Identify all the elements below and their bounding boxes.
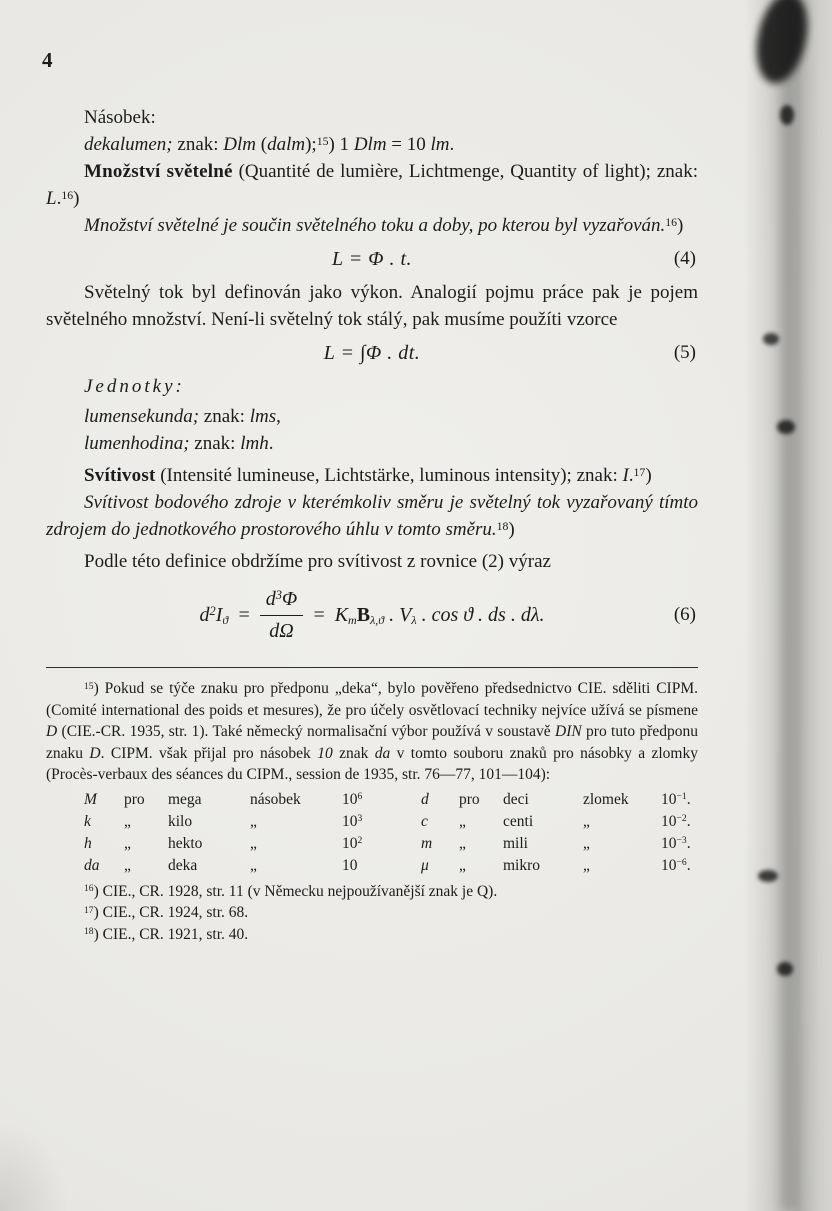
prefix-name: centi xyxy=(503,812,534,830)
text-run: Množství světelné xyxy=(84,161,233,182)
paragraph-lumenhodina xyxy=(46,430,698,457)
text-run: v tomto souboru znaků pro násobky a zlomky (Procès-verbaux des séances du CIPM., session de 1935, str. 76—77, 101—104): xyxy=(46,744,698,783)
prefix-word: „ xyxy=(124,834,131,852)
text-run: lumenhodina; xyxy=(84,433,190,454)
eq6-fraction xyxy=(260,585,303,645)
prefix-word: „ xyxy=(124,856,131,874)
prefix-power: 10 xyxy=(342,856,358,874)
text-run: Násobek: xyxy=(84,107,156,128)
prefix-power: $10^{-2}$. xyxy=(661,812,691,830)
text-run: dalm xyxy=(267,134,306,155)
eq6-fraction-numerator: $d^3\Phi$ xyxy=(260,585,303,616)
text-run: 16 xyxy=(84,883,94,895)
footnote-separator-rule xyxy=(46,667,698,668)
eq6-lhs: $d^2I_ϑ$ xyxy=(199,604,229,628)
text-run: znak xyxy=(332,744,375,762)
prefix-word: „ xyxy=(459,834,466,852)
prefix-word: pro xyxy=(124,790,145,808)
paragraph-podle-definice xyxy=(46,548,698,575)
text-run: Jednotky: xyxy=(84,376,185,397)
equation-6-number: (6) xyxy=(673,604,696,625)
text-run: (Intensité lumineuse, Lichtstärke, luminous intensity); znak: xyxy=(155,465,623,486)
text-run: . xyxy=(628,465,634,486)
text-run: Množství světelné je součin světelného toku a doby, po kterou byl vyzařován. xyxy=(84,215,666,236)
prefix-power: $10^2$ xyxy=(342,834,363,852)
prefix-word: „ xyxy=(250,812,257,830)
footnote-17 xyxy=(46,902,698,924)
eq6-fraction-denominator: dΩ xyxy=(269,620,294,642)
text-run: znak: xyxy=(189,433,241,454)
text-run: lumensekunda; xyxy=(84,406,200,427)
prefix-power: $10^{-3}$. xyxy=(661,834,691,852)
prefix-symbol: μ xyxy=(421,856,429,874)
prefix-name: mikro xyxy=(503,856,541,874)
text-run: Dlm xyxy=(353,134,387,155)
text-run: dekalumen; xyxy=(84,134,173,155)
prefix-symbol: c xyxy=(421,812,428,830)
prefix-word: „ xyxy=(250,856,257,874)
text-run: 18 xyxy=(496,519,509,533)
equation-5-number: (5) xyxy=(673,342,696,363)
text-run: . xyxy=(268,433,274,454)
text-run: I xyxy=(622,465,629,486)
text-run: Dlm xyxy=(223,134,257,155)
prefix-power: $10^3$ xyxy=(342,812,363,830)
paragraph-jednotky xyxy=(46,373,698,400)
prefix-word: „ xyxy=(583,856,590,874)
prefix-table-row xyxy=(46,855,698,877)
text-run: 16 xyxy=(665,215,678,229)
text-run: L xyxy=(46,188,57,209)
text-run: (CIE.-CR. 1935, str. 1). Také německý normalisační výbor používá v soustavě xyxy=(57,723,555,740)
text-run: 17 xyxy=(84,904,94,916)
prefix-name: mega xyxy=(168,790,202,808)
prefix-symbol: h xyxy=(84,834,92,852)
text-run: . xyxy=(56,188,62,209)
text-run: 16 xyxy=(61,188,74,202)
prefix-word: násobek xyxy=(250,790,301,808)
prefix-word: pro xyxy=(459,790,480,808)
paragraph-mnozstvi-svetelne xyxy=(46,158,698,212)
eq6-equals-2: = xyxy=(312,604,326,626)
prefix-name: hekto xyxy=(168,834,203,852)
text-run: lmh xyxy=(240,433,269,454)
text-run: ) CIE., CR. 1928, str. 11 (v Německu nejpoužívanější znak je Q). xyxy=(93,882,498,900)
eq6-rhs: $K_mB_{\lambda,ϑ}$ . $V_\lambda$ . cos ϑ . ds . dλ. xyxy=(334,604,545,628)
text-run: ) xyxy=(73,188,80,209)
prefix-power: $10^{-1}$. xyxy=(661,790,691,808)
paragraph-svetelny-tok xyxy=(46,279,698,333)
prefix-name: deci xyxy=(503,790,529,808)
paragraph-nasobek xyxy=(46,104,698,131)
prefix-power: $10^6$ xyxy=(342,790,363,808)
prefix-table-row xyxy=(46,811,698,833)
prefix-word: „ xyxy=(124,812,131,830)
text-run: D xyxy=(46,723,58,740)
prefix-name: deka xyxy=(168,856,198,874)
footnote-18 xyxy=(46,924,698,946)
prefix-symbol: k xyxy=(84,812,91,830)
eq6-equals-1: = xyxy=(237,604,251,626)
definition-mnozstvi xyxy=(46,212,698,239)
equation-4-number: (4) xyxy=(673,248,696,269)
text-run: . xyxy=(449,134,455,155)
text-run: ) CIE., CR. 1921, str. 40. xyxy=(93,925,249,943)
text-run: znak: xyxy=(199,406,250,427)
text-run: ) 1 xyxy=(328,134,354,155)
prefix-symbol: d xyxy=(421,790,429,808)
equation-6 xyxy=(46,585,698,645)
prefix-power: $10^{-6}$. xyxy=(661,856,691,874)
text-run: da xyxy=(374,744,391,762)
prefix-word: „ xyxy=(459,812,466,830)
text-run: ) xyxy=(508,519,515,540)
text-run: lms xyxy=(249,406,277,427)
prefix-symbol: m xyxy=(421,834,433,852)
definition-svitivost xyxy=(46,489,698,543)
text-run: Podle této definice obdržíme pro svítivost z rovnice (2) výraz xyxy=(84,551,551,572)
text-run: (Quantité de lumière, Lichtmenge, Quantity of light); znak: xyxy=(232,161,698,182)
prefix-name: mili xyxy=(503,834,528,852)
paragraph-dekalumen xyxy=(46,131,698,158)
text-run: 10 xyxy=(317,744,333,762)
prefix-name: kilo xyxy=(168,812,193,830)
prefix-word: „ xyxy=(250,834,257,852)
text-run: , xyxy=(276,406,281,427)
text-run: ) xyxy=(677,215,684,236)
footnote-15 xyxy=(46,678,698,786)
paragraph-svitivost xyxy=(46,462,698,489)
equation-5 xyxy=(46,339,698,367)
text-run: 15 xyxy=(316,134,329,148)
prefix-table-row xyxy=(46,833,698,855)
text-run: D xyxy=(89,744,101,762)
equation-5-body: L = ∫Φ . dt. xyxy=(323,342,421,364)
text-run: 18 xyxy=(84,926,94,938)
prefix-table xyxy=(46,789,698,877)
text-run: Světelný tok byl definován jako výkon. Analogií pojmu práce pak je pojem světelného množství. Není-li světelný tok stálý, pak musíme použíti vzorce xyxy=(46,282,698,330)
text-run: ); xyxy=(305,134,317,155)
text-run: = 10 xyxy=(386,134,431,155)
text-run: ) Pokud se týče znaku pro předponu „deka“, bylo pověřeno předsednictvo CIE. sděliti CIPM. (Comité international des poids et mesures), že pro účely osvětlovací techniky nejvíce užívá se písmene xyxy=(46,680,698,719)
main-text xyxy=(46,104,698,945)
prefix-table-row xyxy=(46,789,698,811)
text-run: ) CIE., CR. 1924, str. 68. xyxy=(93,904,249,921)
text-run: . CIPM. však přijal pro násobek xyxy=(100,744,318,762)
footnote-16 xyxy=(46,881,698,903)
text-run: lm xyxy=(430,134,450,155)
page-number: 4 xyxy=(42,48,53,72)
text-run: 17 xyxy=(633,465,646,479)
prefix-word: „ xyxy=(459,856,466,874)
equation-6-body xyxy=(46,585,698,645)
text-run: Svítivost bodového zdroje v kterémkoliv směru je světelný tok vyzařovaný tímto zdrojem do jednotkového prostorového úhlu v tomto směru. xyxy=(46,492,698,540)
text-run: znak: xyxy=(172,134,224,155)
prefix-symbol: M xyxy=(84,790,97,808)
prefix-word: „ xyxy=(583,834,590,852)
prefix-symbol: da xyxy=(84,856,100,874)
text-run: Svítivost xyxy=(84,465,156,486)
equation-4 xyxy=(46,245,698,273)
footnote-section xyxy=(46,678,698,945)
prefix-word: „ xyxy=(583,812,590,830)
text-run: DIN xyxy=(555,723,582,740)
text-run: 15 xyxy=(84,680,94,692)
paragraph-lumensekunda xyxy=(46,403,698,430)
text-run: pro tuto předponu znaku xyxy=(46,723,698,762)
prefix-word: zlomek xyxy=(583,790,629,808)
equation-4-body: L = Φ . t. xyxy=(331,248,413,270)
text-run: ) xyxy=(645,465,652,486)
text-run: ( xyxy=(256,134,268,155)
